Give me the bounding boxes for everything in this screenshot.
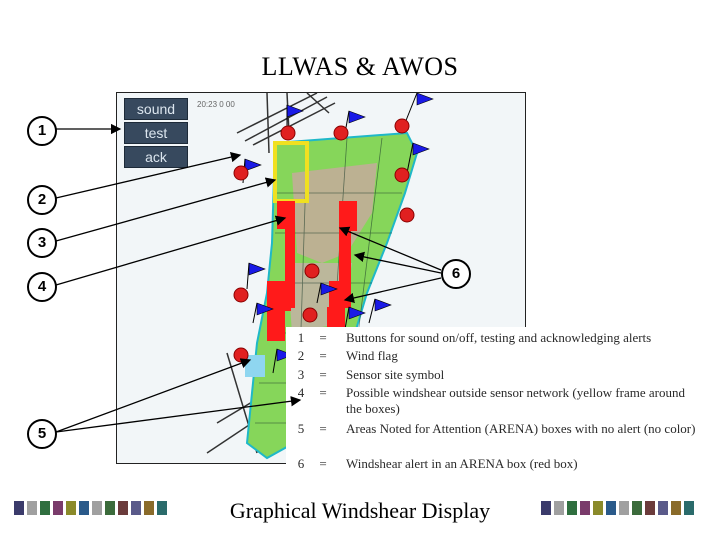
footer-caption: Graphical Windshear Display — [229, 498, 491, 523]
test-button[interactable]: test — [124, 122, 188, 144]
callout-6: 6 — [441, 259, 471, 289]
ack-button[interactable]: ack — [124, 146, 188, 168]
arrow-5a — [56, 360, 250, 432]
callout-5: 5 — [27, 419, 57, 449]
arrow-3 — [56, 180, 275, 241]
arrow-6c — [345, 278, 441, 300]
arrow-5b — [56, 400, 300, 432]
arrow-6a — [340, 228, 441, 270]
callout-4: 4 — [27, 272, 57, 302]
callout-1: 1 — [27, 116, 57, 146]
arrow-2 — [56, 155, 240, 198]
map-timestamp: 20:23 0 00 — [197, 100, 235, 109]
slide-title: LLWAS & AWOS — [261, 52, 459, 81]
callout-3: 3 — [27, 228, 57, 258]
sound-button[interactable]: sound — [124, 98, 188, 120]
legend-panel: 1 = Buttons for sound on/off, testing and acknowledging alerts 2 = Wind flag 3 = Sensor site symbol 4 = Possible windshear outside sensor network (yellow frame around the boxes) 5 = Areas Noted for Attention (ARENA) boxes with no alert (no color) 6 = Windshear alert in an ARENA box (red box) — [286, 327, 704, 479]
callout-2: 2 — [27, 185, 57, 215]
arrow-4 — [56, 218, 285, 285]
